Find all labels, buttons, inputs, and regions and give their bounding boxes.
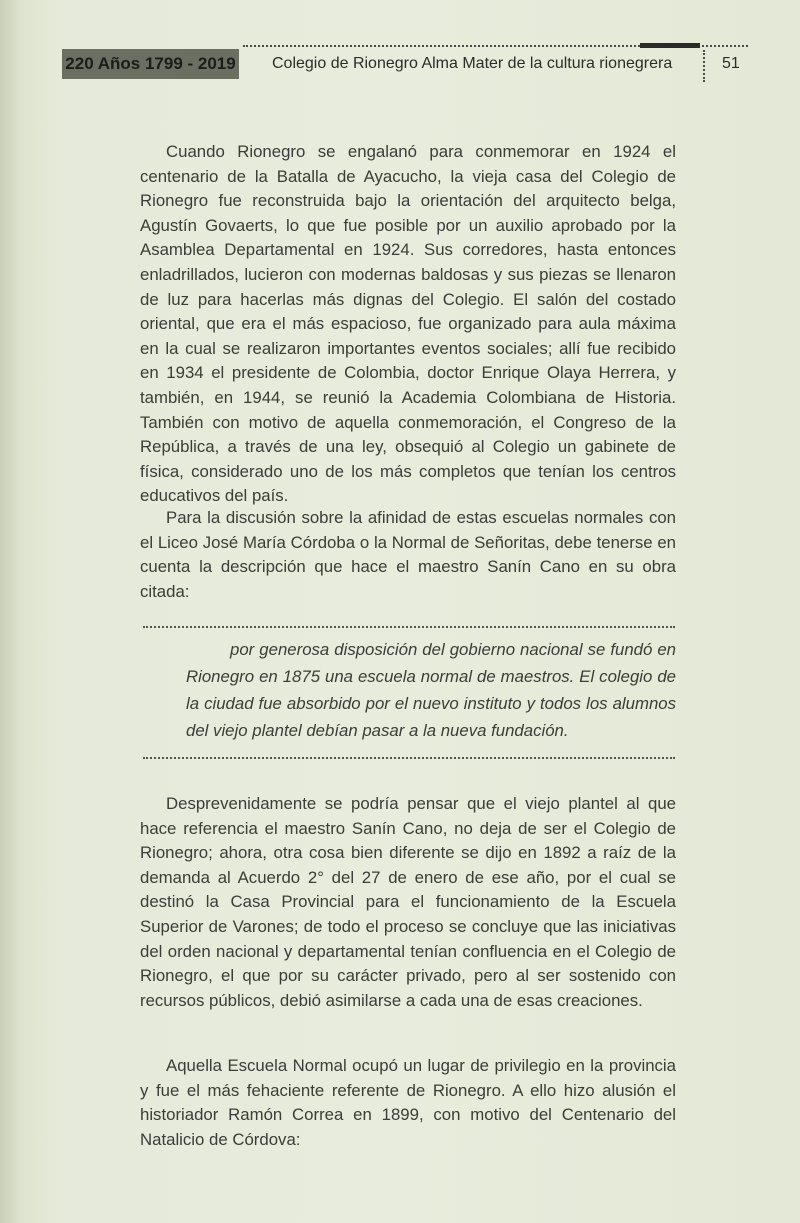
paragraph-3: Desprevenidamente se podría pensar que el viejo plantel al que hace referencia el maestro Sanín Cano, no deja de ser el Colegio de Rionegro; ahora, otra cosa bien diferente se dijo en 1892 a raíz de la demanda al Acuerdo 2° del 27 de enero de ese año, por el cual se destinó la Casa Provincial para el funcionamiento de la Escuela Superior de Varones; de todo el proceso se concluye que las iniciativas del orden nacional y departamental tenían confluencia en el Colegio de Rionegro, el que por su carácter privado, pero al ser sostenido con recursos públicos, debió asimilarse a cada una de esas creaciones. — [140, 794, 676, 1010]
paragraph-4: Aquella Escuela Normal ocupó un lugar de privilegio en la provincia y fue el más fehaciente referente de Rionegro. A ello hizo alusión el historiador Ramón Correa en 1899, con motivo del Centenario del Natalicio de Córdova: — [140, 1056, 676, 1149]
paragraph-2: Para la discusión sobre la afinidad de estas escuelas normales con el Liceo José María Córdoba o la Normal de Señoritas, debe tenerse en cuenta la descripción que hace el maestro Sanín Cano en su obra citada: — [140, 508, 676, 601]
quote-top-rule — [143, 626, 675, 628]
header-accent-bar — [640, 43, 700, 48]
anniversary-badge: 220 Años 1799 - 2019 — [62, 49, 239, 79]
block-quote: por generosa disposición del gobierno nacional se fundó en Rionegro en 1875 una escuela normal de maestros. El colegio de la ciudad fue absorbido por el nuevo instituto y todos los alumnos del viejo plantel debían pasar a la nueva fundación. — [186, 640, 676, 740]
header-divider — [703, 50, 705, 82]
running-title: Colegio de Rionegro Alma Mater de la cultura rionegrera — [272, 55, 673, 72]
paragraph-1: Cuando Rionegro se engalanó para conmemorar en 1924 el centenario de la Batalla de Ayacucho, la vieja casa del Colegio de Rionegro fue reconstruida bajo la orientación del arquitecto belga, Agustín Govaerts, lo que fue posible por un auxilio aprobado por la Asamblea Departamental en 1924. Sus corredores, hasta entonces enladrillados, lucieron con modernas baldosas y sus piezas se llenaron de luz para hacerlas más dignas del Colegio. El salón del costado oriental, que era el más espacioso, fue organizado para aula máxima en la cual se realizaron importantes eventos sociales; allí fue recibido en 1934 el presidente de Colombia, doctor Enrique Olaya Herrera, y también, en 1944, se reunió la Academia Colombiana de Historia. También con motivo de aquella conmemoración, el Congreso de la República, a través de una ley, obsequió al Colegio un gabinete de física, considerado uno de los más completos que tenían los centros educativos del país. — [140, 142, 676, 506]
page-number: 51 — [722, 55, 740, 72]
quote-bottom-rule — [143, 757, 675, 759]
